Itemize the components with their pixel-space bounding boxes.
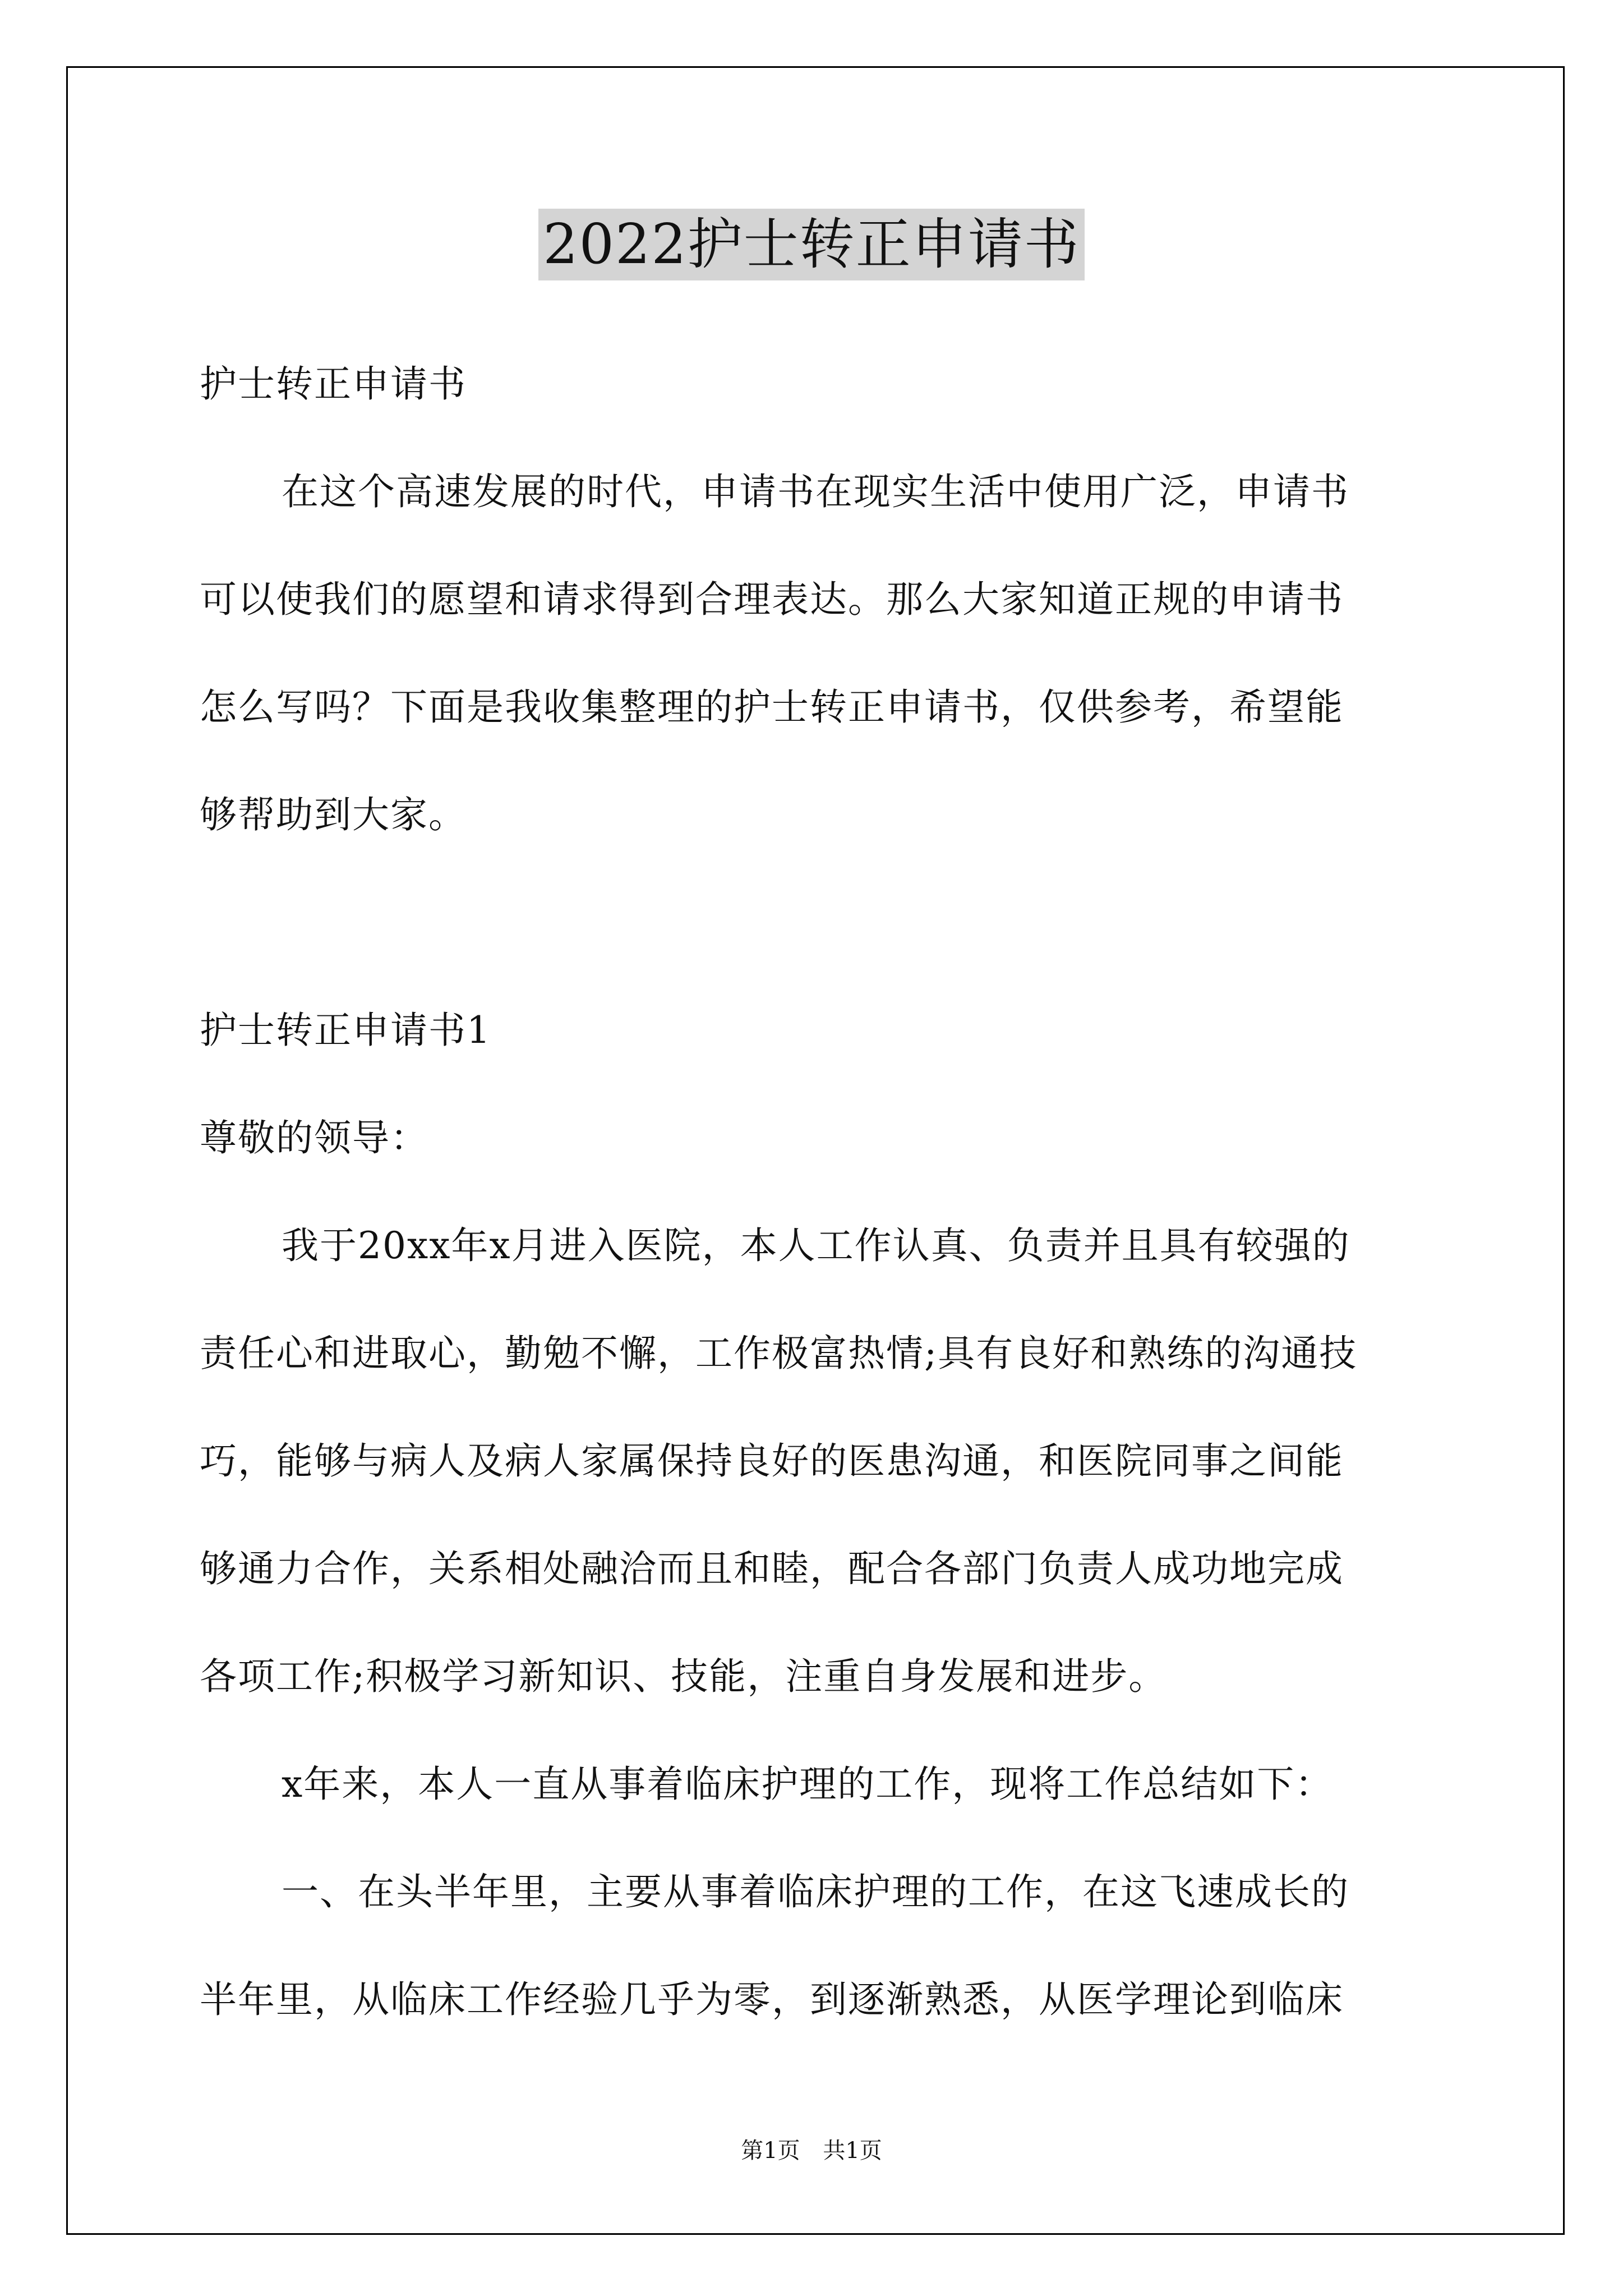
paragraph-line: 可以使我们的愿望和请求得到合理表达。那么大家知道正规的申请书 (200, 578, 1344, 621)
page-total: 共1页 (823, 2138, 882, 2164)
page-number: 第1页 (741, 2138, 800, 2164)
paragraph-line: 在这个高速发展的时代，申请书在现实生活中使用广泛，申请书 (282, 470, 1349, 513)
paragraph-line: x年来，本人一直从事着临床护理的工作，现将工作总结如下： (282, 1763, 1334, 1806)
salutation: 尊敬的领导： (200, 1116, 428, 1159)
page-footer (0, 2134, 1623, 2168)
paragraph-line: 够通力合作，关系相处融洽而且和睦，配合各部门负责人成功地完成 (200, 1547, 1344, 1590)
section-heading: 护士转正申请书 (200, 362, 467, 406)
paragraph-line: 半年里，从临床工作经验几乎为零，到逐渐熟悉，从医学理论到临床 (200, 1978, 1344, 2021)
paragraph-line: 怎么写吗？下面是我收集整理的护士转正申请书，仅供参考，希望能 (200, 685, 1344, 729)
title-container (0, 209, 1623, 280)
paragraph-line: 一、在头半年里，主要从事着临床护理的工作，在这飞速成长的 (282, 1870, 1349, 1913)
section-heading: 护士转正申请书1 (200, 1009, 491, 1052)
document-title: 2022护士转正申请书 (538, 209, 1084, 280)
paragraph-line: 巧，能够与病人及病人家属保持良好的医患沟通，和医院同事之间能 (200, 1439, 1344, 1483)
document-body (200, 348, 1433, 2071)
paragraph-line: 我于20xx年x月进入医院，本人工作认真、负责并且具有较强的 (282, 1224, 1350, 1267)
blank-line (200, 886, 1433, 994)
paragraph-line: 各项工作;积极学习新知识、技能，注重自身发展和进步。 (200, 1655, 1167, 1698)
paragraph-line: 责任心和进取心，勤勉不懈，工作极富热情;具有良好和熟练的沟通技 (200, 1332, 1358, 1375)
paragraph-line: 够帮助到大家。 (200, 793, 467, 836)
